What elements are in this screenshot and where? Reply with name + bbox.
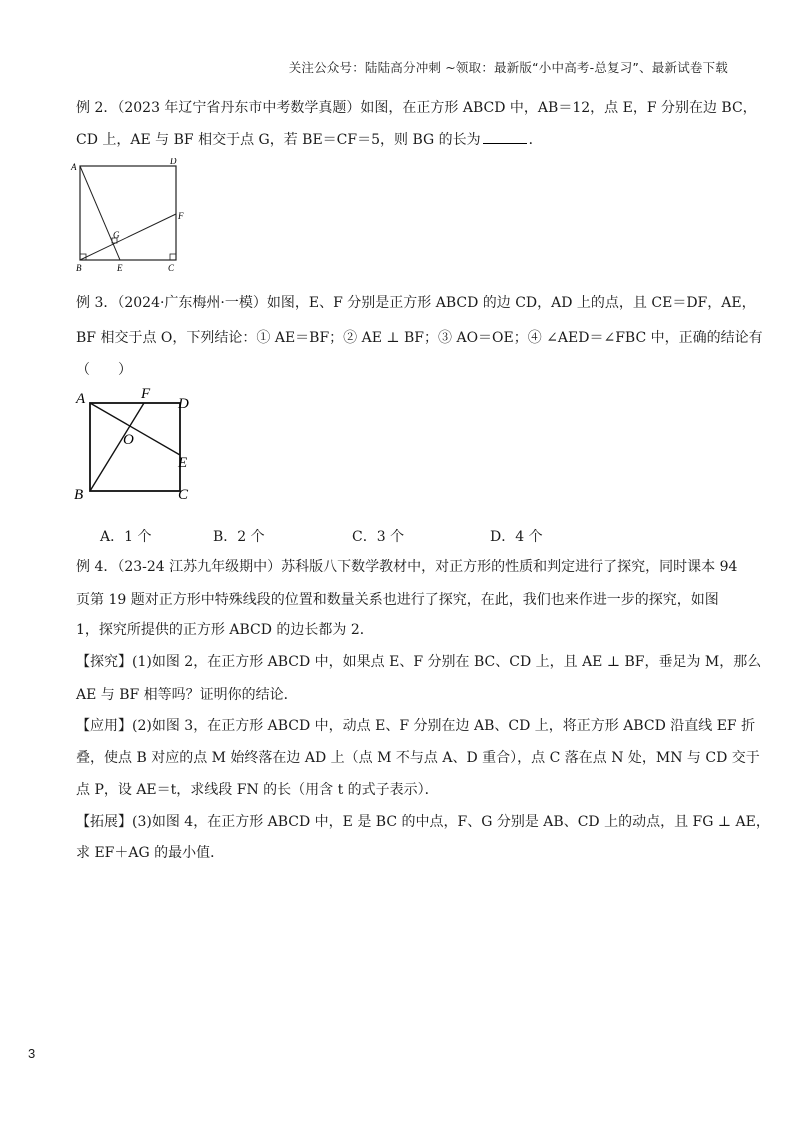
ex3-label-A: A: [76, 391, 86, 407]
ex3-label-E: E: [178, 455, 188, 471]
ex2-line2-end: ．: [528, 132, 543, 148]
ex2-line2-text: CD 上，AE 与 BF 相交于点 G，若 BE＝CF＝5，则 BG 的长为: [76, 132, 481, 148]
ex3-label-B: B: [74, 487, 84, 503]
ex2-right-angle-C: [170, 254, 176, 260]
ex2-line2: [76, 130, 543, 150]
ex3-line1: 例 3．（2024·广东梅州·一模）如图，E、F 分别是正方形 ABCD 的边 CD，AD 上的点，且 CE＝DF，AE，: [76, 295, 756, 311]
ex4-explore-line2: AE 与 BF 相等吗？证明你的结论．: [76, 687, 298, 703]
ex2-label-C: C: [168, 263, 175, 273]
ex4-explore-line1: 【探究】(1)如图 2，在正方形 ABCD 中，如果点 E、F 分别在 BC、CD 上，且 AE ⊥ BF，垂足为 M，那么: [76, 654, 762, 670]
ex2-label-F: F: [178, 211, 184, 221]
ex3-label-O: O: [123, 432, 134, 448]
ex2-label-D: D: [170, 158, 177, 166]
ex4-extend-line2: 求 EF＋AG 的最小值．: [76, 845, 225, 861]
ex3-label-D: D: [178, 396, 189, 412]
answer-blank: [483, 131, 527, 144]
ex4-apply-line2: 叠，使点 B 对应的点 M 始终落在边 AD 上（点 M 不与点 A、D 重合），点 C 落在点 N 处，MN 与 CD 交于: [76, 750, 760, 766]
ex2-line1: 例 2．（2023 年辽宁省丹东市中考数学真题）如图，在正方形 ABCD 中，AB＝12，点 E，F 分别在边 BC，: [76, 100, 757, 116]
ex4-extend-line1: 【拓展】(3)如图 4，在正方形 ABCD 中，E 是 BC 的中点，F、G 分别是 AB、CD 上的动点，且 FG ⊥ AE，: [76, 814, 770, 830]
ex2-label-G: G: [113, 230, 120, 240]
ex2-label-B: B: [76, 263, 82, 273]
ex3-figure: [70, 383, 200, 503]
ex4-apply-line1: 【应用】(2)如图 3，在正方形 ABCD 中，动点 E、F 分别在边 AB、CD 上，将正方形 ABCD 沿直线 EF 折: [76, 718, 756, 734]
choice-c[interactable]: C．3 个: [352, 529, 405, 545]
ex3-label-C: C: [178, 487, 189, 503]
ex3-line3: （ ）: [76, 362, 132, 378]
ex4-line3: 1，探究所提供的正方形 ABCD 的边长都为 2．: [76, 622, 374, 638]
ex3-line-AE: [90, 403, 180, 455]
ex4-line1: 例 4．（23-24 江苏九年级期中）苏科版八下数学教材中，对正方形的性质和判定进行了探究，同时课本 94: [76, 559, 738, 575]
choice-d[interactable]: D．4 个: [490, 529, 543, 545]
ex4-apply-line3: 点 P，设 AE＝t，求线段 FN 的长（用含 t 的式子表示）．: [76, 782, 439, 798]
ex2-square: [80, 166, 176, 260]
ex4-line2: 页第 19 题对正方形中特殊线段的位置和数量关系也进行了探究，在此，我们也来作进一步的探究，如图: [76, 592, 719, 608]
ex2-label-E: E: [117, 263, 123, 273]
ex3-line-BF: [90, 403, 144, 491]
ex3-line2: BF 相交于点 O，下列结论：① AE＝BF；② AE ⊥ BF；③ AO＝OE；④ ∠AED＝∠FBC 中，正确的结论有: [76, 330, 763, 346]
ex3-label-F: F: [141, 386, 151, 402]
ex2-line-AE: [80, 166, 120, 260]
page-number: 3: [28, 1046, 36, 1061]
ex2-figure: [70, 158, 190, 276]
page-header: 关注公众号：陆陆高分冲刺 ~领取：最新版“小中高考-总复习”、最新试卷下载: [288, 60, 728, 75]
choice-a[interactable]: A．1 个: [100, 529, 152, 545]
ex2-line-BF: [80, 214, 176, 260]
choice-b[interactable]: B．2 个: [213, 529, 265, 545]
ex2-label-A: A: [71, 162, 77, 172]
